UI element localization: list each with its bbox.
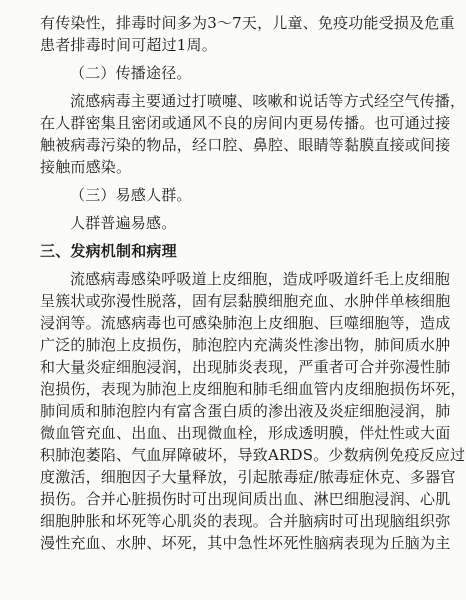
pathology-line-6: 泡损伤，表现为肺泡上皮细胞和肺毛细血管内皮细胞损伤坏死， xyxy=(40,380,466,398)
pathology-line-12: 细胞肿胀和坏死等心肌炎的表现。合并脑病时可出现脑组织弥 xyxy=(40,512,451,530)
pathology-line-13: 漫性充血、水肿、坏死，其中急性坏死性脑病表现为丘脑为主 xyxy=(40,534,451,552)
pathology-line-2: 呈簇状或弥漫性脱落，固有层黏膜细胞充血、水肿伴单核细胞 xyxy=(40,292,451,310)
transmission-line-4: 接触而感染。 xyxy=(40,158,132,176)
susceptible-text: 人群普遍易感。 xyxy=(70,214,177,232)
pathology-line-4: 广泛的肺泡上皮损伤，肺泡腔内充满炎性渗出物，肺间质水肿 xyxy=(40,336,451,354)
pathology-line-10: 度激活，细胞因子大量释放，引起脓毒症/脓毒症休克、多器官 xyxy=(40,468,456,486)
pathology-line-5: 和大量炎症细胞浸润，出现肺炎表现，严重者可合并弥漫性肺 xyxy=(40,358,451,376)
intro-line-2: 患者排毒时间可超过1周。 xyxy=(40,36,217,54)
transmission-line-1: 流感病毒主要通过打喷嚏、咳嗽和说话等方式经空气传播， xyxy=(70,92,466,110)
transmission-line-2: 在人群密集且密闭或通风不良的房间内更易传播。也可通过接 xyxy=(40,114,451,132)
susceptible-heading: （三）易感人群。 xyxy=(70,186,192,204)
pathology-line-7: 肺间质和肺泡腔内有富含蛋白质的渗出液及炎症细胞浸润，肺 xyxy=(40,402,451,420)
pathology-line-9: 积肺泡萎陷、气血屏障破坏，导致ARDS。少数病例免疫反应过 xyxy=(40,446,466,464)
transmission-heading: （二）传播途径。 xyxy=(70,64,192,82)
transmission-line-3: 触被病毒污染的物品，经口腔、鼻腔、眼睛等黏膜直接或间接 xyxy=(40,136,451,154)
section3-heading: 三、发病机制和病理 xyxy=(40,242,177,260)
pathology-line-3: 浸润等。流感病毒也可感染肺泡上皮细胞、巨噬细胞等，造成 xyxy=(40,314,451,332)
intro-line-1: 有传染性，排毒时间多为3～7天，儿童、免疫功能受损及危重 xyxy=(40,14,455,32)
pathology-line-11: 损伤。合并心脏损伤时可出现间质出血、淋巴细胞浸润、心肌 xyxy=(40,490,451,508)
pathology-line-1: 流感病毒感染呼吸道上皮细胞，造成呼吸道纤毛上皮细胞 xyxy=(70,270,451,288)
pathology-line-8: 微血管充血、出血、出现微血栓，形成透明膜，伴灶性或大面 xyxy=(40,424,451,442)
